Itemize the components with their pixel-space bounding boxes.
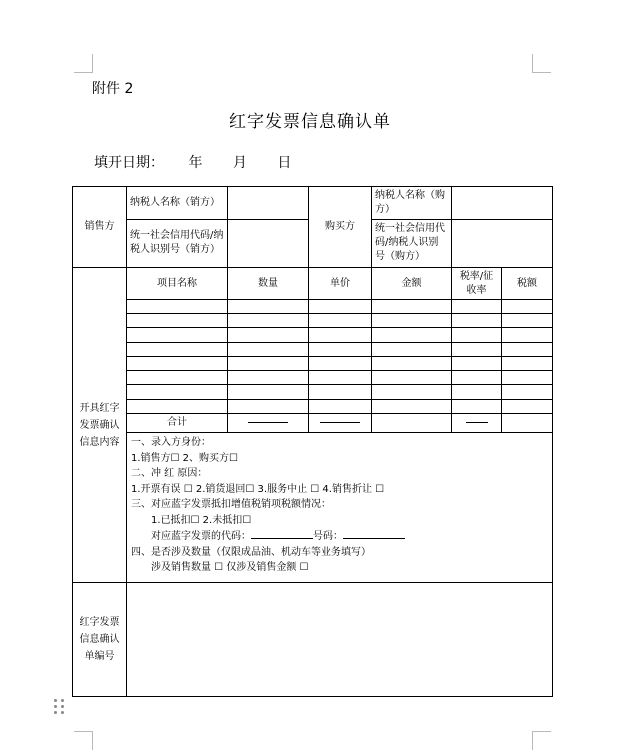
drag-handle-icon[interactable] [53,698,67,716]
header-tax-amount: 税额 [502,268,553,300]
table-row [73,342,553,356]
crop-mark-bottom-left [74,731,93,750]
info-line-reason-heading: 二、冲 红 原因： [131,468,208,480]
info-line-quantity-options[interactable]: 涉及销售数量 ☐ 仅涉及销售金额 ☐ [151,562,309,574]
date-day: 日 [277,155,292,171]
seller-id-label: 统一社会信用代码/纳税人识别号（销方） [127,219,228,268]
total-quantity-dash [228,413,309,432]
header-unit-price: 单价 [309,268,372,300]
table-row [73,314,553,328]
header-item-name: 项目名称 [127,268,228,300]
confirmation-form-table [72,186,553,697]
table-row [73,385,553,399]
date-year: 年 [188,155,203,171]
seller-name-value[interactable] [228,187,309,220]
total-tax-amount-value[interactable] [502,413,553,432]
dash-mark [466,422,488,423]
crop-mark-top-right [532,54,551,73]
header-amount: 金额 [372,268,452,300]
info-line-blue-invoice [131,528,548,545]
buyer-id-value[interactable] [452,219,553,268]
content-section-label: 开具红字发票确认信息内容 [73,268,127,583]
info-line-deduction-options[interactable]: 1.已抵扣☐ 2.未抵扣☐ [151,514,252,526]
table-row [73,299,553,313]
date-month: 月 [232,155,247,171]
dash-mark [320,422,360,423]
fill-date-line [94,152,291,172]
info-line-entry-role: 一、录入方身份： [131,437,211,449]
header-tax-rate: 税率/征收率 [452,268,502,300]
crop-mark-top-left [74,54,93,73]
buyer-name-value[interactable] [452,187,553,220]
total-tax-rate-dash [452,413,502,432]
seller-id-value[interactable] [228,219,309,268]
total-amount-value[interactable] [372,413,452,432]
table-row [73,371,553,385]
dash-mark [248,422,288,423]
blue-invoice-number-label: 号码： [313,531,343,543]
total-unit-price-dash [309,413,372,432]
table-row [73,356,553,370]
table-row [73,328,553,342]
info-line-deduction-heading: 三、对应蓝字发票抵扣增值税销项税额情况： [131,499,331,511]
attachment-label: 附件 2 [92,81,134,97]
form-title: 红字发票信息确认单 [229,112,391,132]
buyer-id-label: 统一社会信用代码/纳税人识别号（购方） [372,219,452,268]
blue-invoice-code-label: 对应蓝字发票的代码： [151,531,251,543]
serial-number-label: 红字发票信息确认单编号 [73,582,127,696]
info-block [127,433,553,583]
header-quantity: 数量 [228,268,309,300]
total-label: 合计 [127,413,228,432]
fill-date-label: 填开日期： [94,155,164,171]
seller-name-label: 纳税人名称（销方） [127,187,228,220]
blue-invoice-code-field[interactable] [251,528,313,539]
blue-invoice-number-field[interactable] [343,528,405,539]
crop-mark-bottom-right [532,731,551,750]
seller-section-label: 销售方 [73,187,127,268]
buyer-section-label: 购买方 [309,187,372,268]
buyer-name-label: 纳税人名称（购方） [372,187,452,220]
serial-number-value[interactable] [127,582,553,696]
info-line-quantity-heading: 四、是否涉及数量（仅限成品油、机动车等业务填写） [131,546,371,558]
table-row [73,399,553,413]
info-line-role-options[interactable]: 1.销售方☐ 2、购买方☐ [131,452,239,464]
info-line-reason-options[interactable]: 1.开票有误 ☐ 2.销货退回☐ 3.服务中止 ☐ 4.销售折让 ☐ [131,483,385,495]
